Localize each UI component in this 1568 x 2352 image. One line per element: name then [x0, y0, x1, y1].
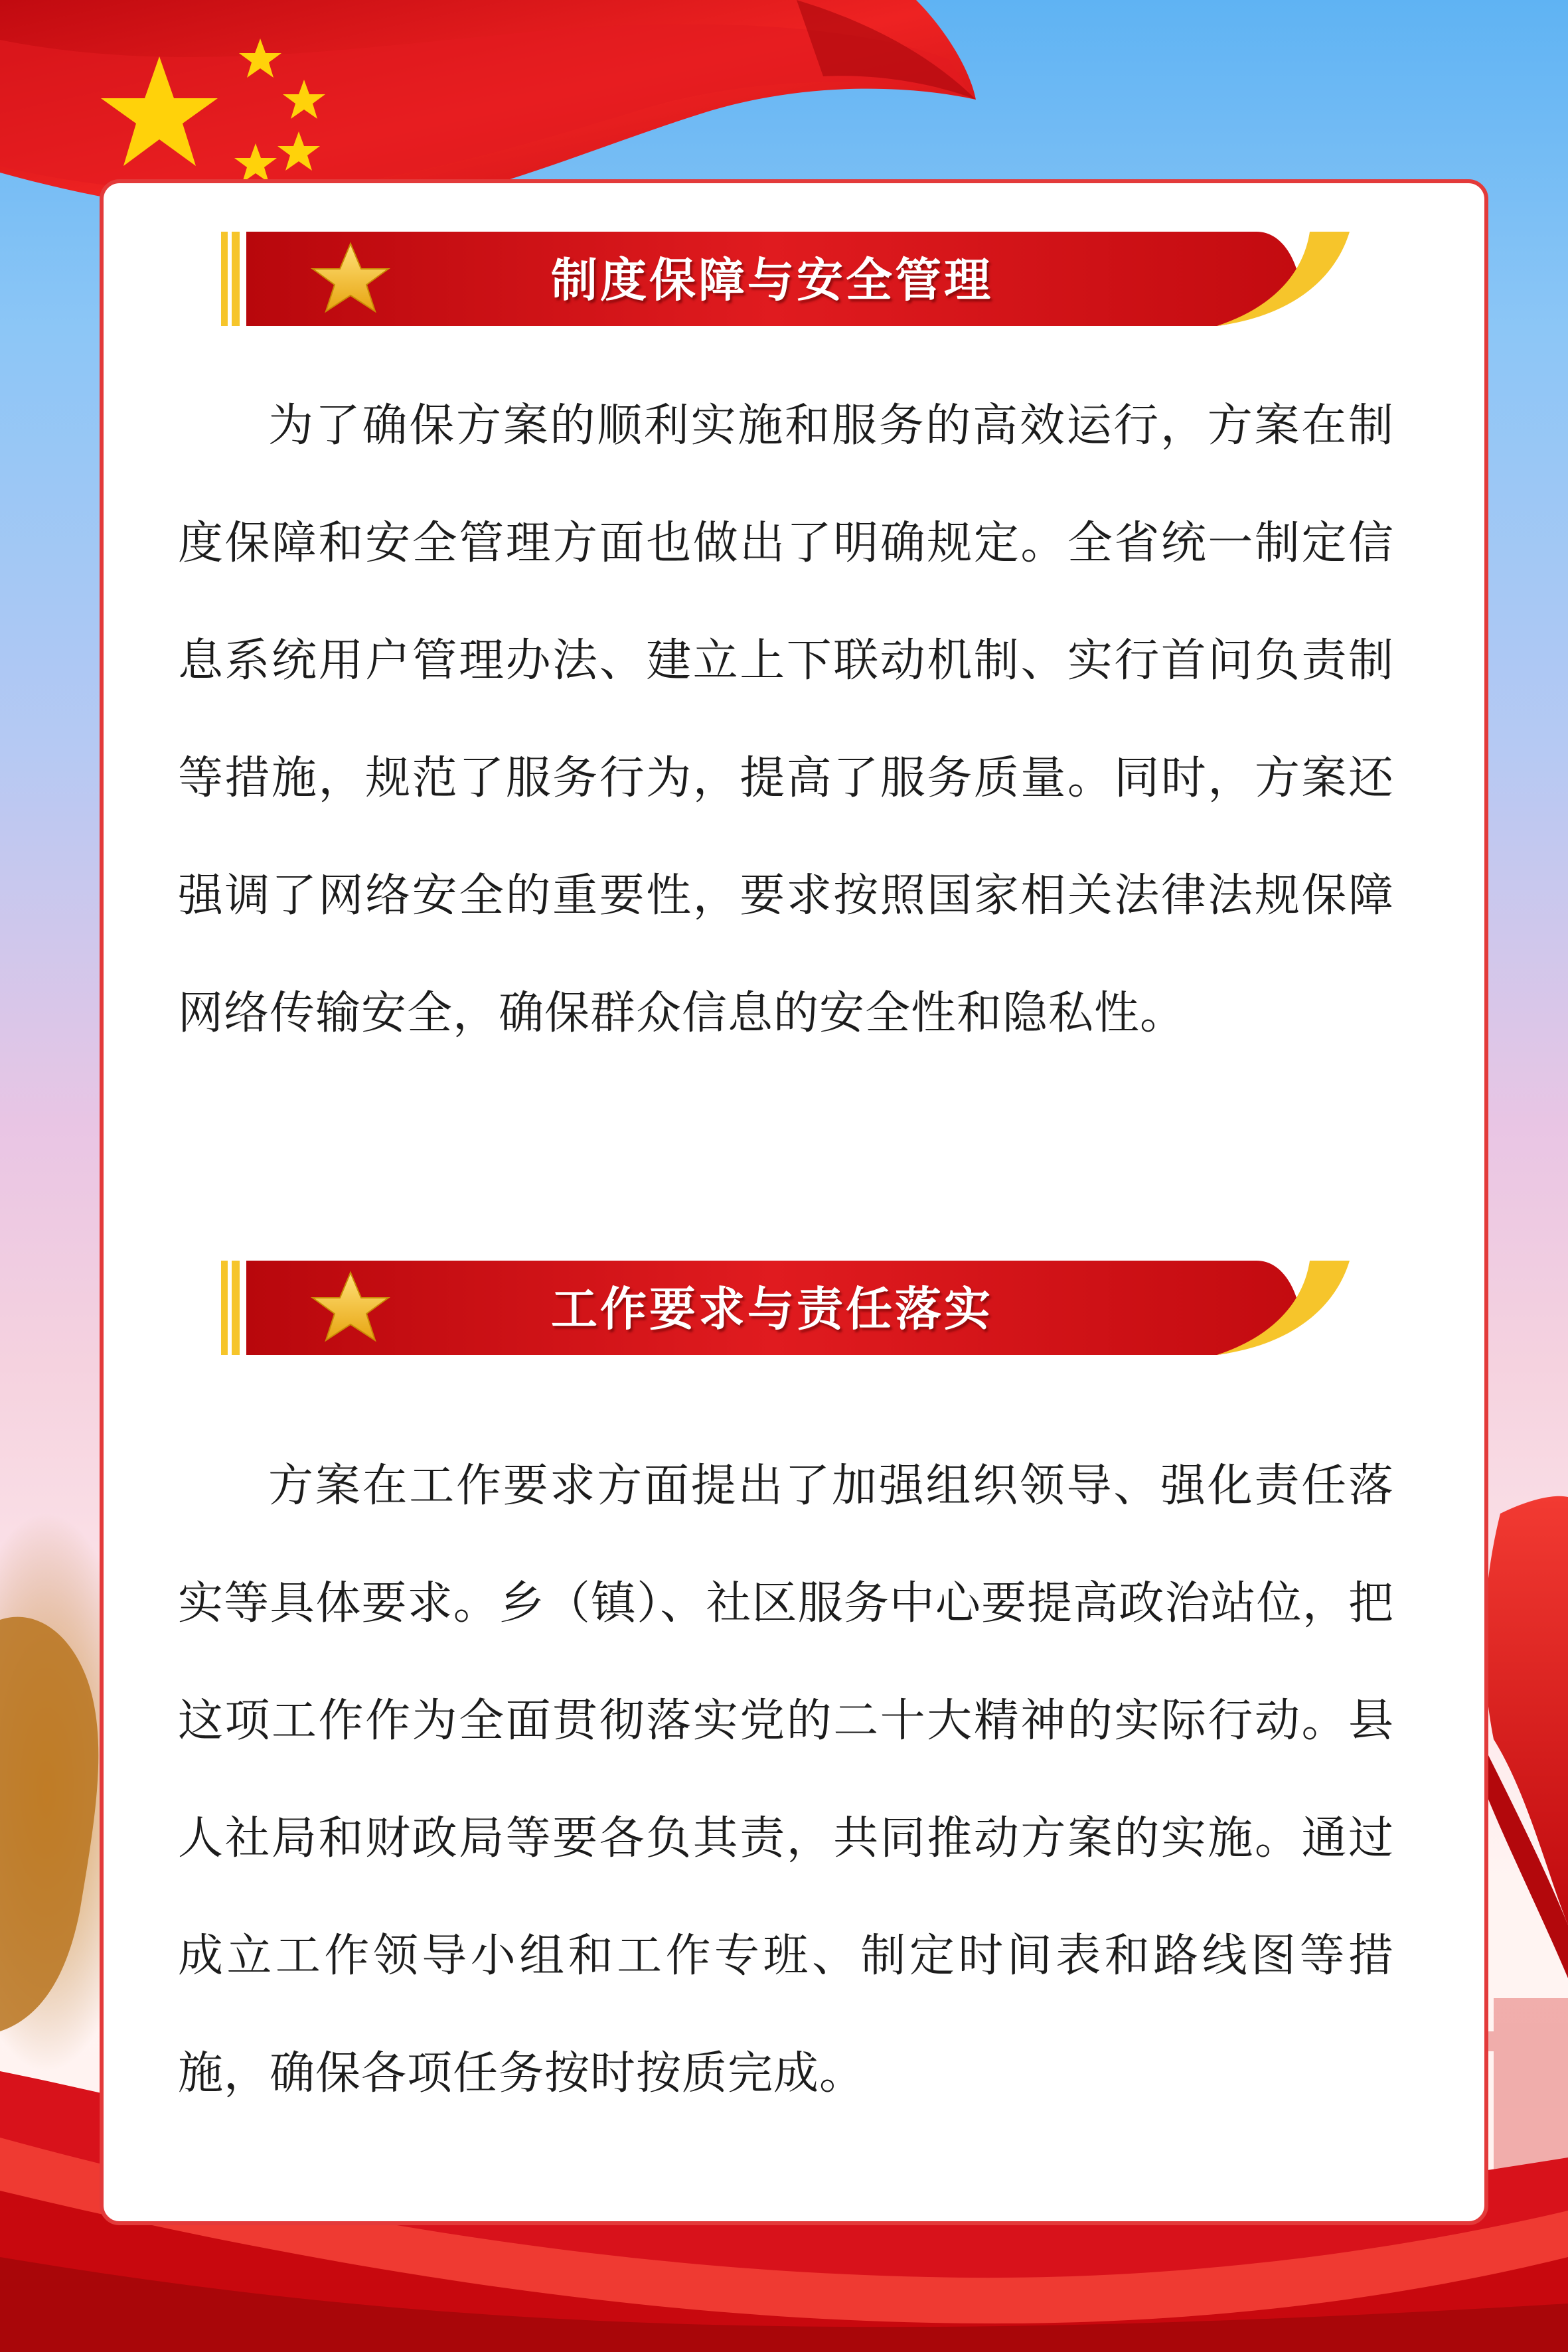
section-banner: [221, 229, 1350, 329]
building-silhouette: [1480, 1998, 1568, 2171]
section-banner: [221, 1258, 1350, 1358]
section-title: 工作要求与责任落实: [551, 1282, 993, 1336]
section-paragraph: 方案在工作要求方面提出了加强组织领导、强化责任落实等具体要求。乡（镇）、社区服务中心要提高政治站位，把这项工作作为全面贯彻落实党的二十大精神的实际行动。县人社局和财政局等要各负其责，共同推动方案的实施。通过成立工作领导小组和工作专班、制定时间表和路线图等措施，确保各项任务按时按质完成。: [178, 1460, 1394, 2100]
right-ribbon: [1480, 1496, 1568, 1978]
section-title: 制度保障与安全管理: [551, 253, 993, 307]
section-paragraph: 为了确保方案的顺利实施和服务的高效运行，方案在制度保障和安全管理方面也做出了明确规定。全省统一制定信息系统用户管理办法、建立上下联动机制、实行首问负责制等措施，规范了服务行为，提高了服务质量。同时，方案还强调了网络安全的重要性，要求按照国家相关法律法规保障网络传输安全，确保群众信息的安全性和隐私性。: [178, 400, 1394, 1040]
